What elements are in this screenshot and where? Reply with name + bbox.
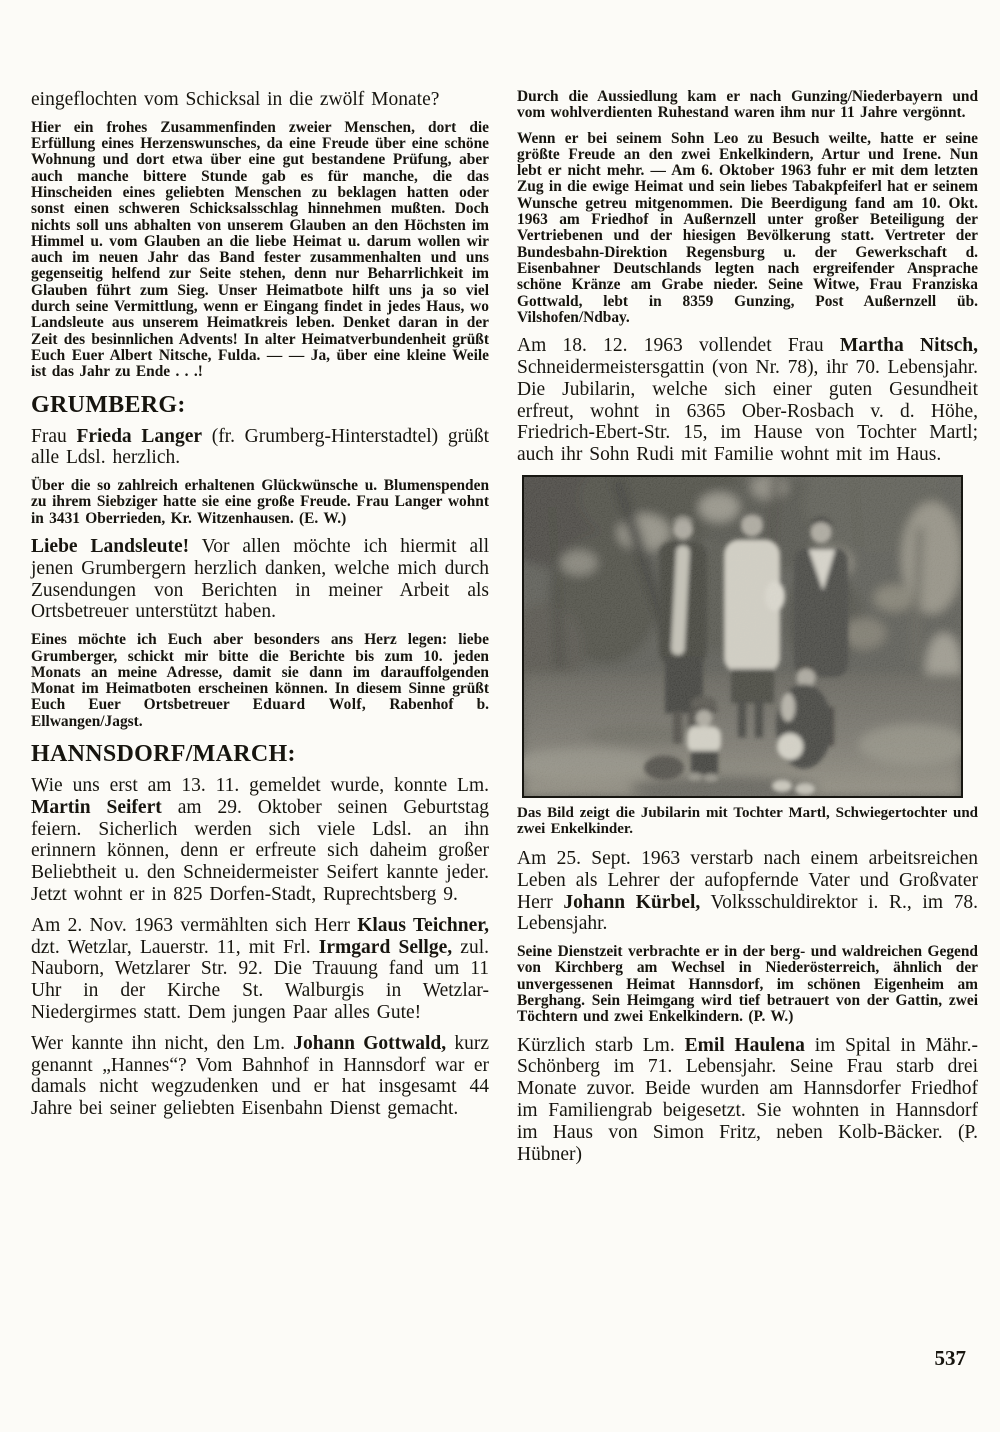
text-run: (fr. Grumberg-Hinterstadtel) grüßt alle Ldsl. herzlich. [31,425,489,469]
text-run: Am 25. Sept. 1963 verstarb nach einem arbeitsreichen Leben als Lehrer der aufopfernde Vater und Großvater Herr [517,847,978,913]
paragraph-martha-nitsch [517,335,978,466]
text-run: Durch die Aussiedlung kam er nach Gunzing/Niederbayern und vom wohlverdienten Ruhestand waren ihm nur 11 Jahre vergönnt. [517,88,978,122]
text-run: im Spital in Mähr.-Schönberg im 71. Lebensjahr. Seine Frau starb drei Monate zuvor. Beide wurden am Hannsdorfer Friedhof im Familiengrab beigesetzt. Sie wohnten in Hannsdorf im Haus von Simon Fritz, neben Kolb-Bäcker. (P. Hübner) [517,1034,978,1165]
text-run: Wie uns erst am 13. 11. gemeldet wurde, konnte Lm. [31,775,489,796]
text-run: Rabenhof b. Ellwangen/Jagst. [31,696,489,730]
bold-text-run: Frieda Langer [76,425,203,447]
paragraph-ortsbetreuer-hinweis [31,632,489,730]
text-run: zul. Nauborn, Wetzlarer Str. 92. Die Trauung fand um 11 Uhr in der Kirche St. Walburgis in Wetzlar-Niedergirmes statt. Dem jungen Paar alles Gute! [31,936,489,1023]
bold-text-run: Emil Haulena [684,1034,805,1056]
text-run: Seine Dienstzeit verbrachte er in der berg- und waldreichen Gegend von Kirchberg am Wechsel in Niederösterreich, ähnlich der unvergessenen Heimat Hannsdorf, im schönen Eigenheim am Berghang. Sein Heimgang wird tief betrauert von der Gattin, zwei Töchtern und zwei Enkelkindern. (P. W.) [517,943,978,1026]
text-run: kurz genannt „Hannes“? Vom Bahnhof in Hannsdorf war er damals nicht wegzudenken und er hat insgesamt 44 Jahre bei seiner geliebten Eisenbahn Dienst gemacht. [31,1032,489,1120]
text-run: Eines möchte ich Euch aber besonders ans Herz legen: liebe Grumberger, schickt mir bitte die Berichte bis zum 10. jeden Monats an meine Adresse, damit sie dann im darauffolgenden Monat im Heimatboten erscheinen können. In diesem Sinne grüßt Euch Euer Ortsbetreuer [31,631,489,714]
paragraph-langer-details [31,478,489,527]
paragraph-johann-gottwald [31,1033,489,1120]
paragraph-liebe-landsleute [31,536,489,623]
text-run: Volksschuldirektor i. R., im 78. Lebensjahr. [517,891,978,935]
page-number: 537 [934,1346,966,1370]
text-run: Am 2. Nov. 1963 vermählten sich Herr [31,914,358,936]
text-run: Am 18. 12. 1963 vollendet Frau [517,335,840,357]
paragraph-aussiedlung [517,89,978,122]
right-column [517,89,978,1174]
paragraph-kuerbel-dienstzeit [517,944,978,1025]
bold-text-run: Liebe Landsleute! [31,536,190,558]
photo-caption: Das Bild zeigt die Jubilarin mit Tochter Martl, Schwiegertochter und zwei Enkelkinder. [517,804,978,838]
bold-text-run: Eduard Wolf, [252,696,367,714]
bold-text-run: Johann Kürbel, [563,891,701,913]
bold-text-run: Martha Nitsch, [839,335,978,357]
text-run: dzt. Wetzlar, Lauerstr. 11, mit Frl. [31,936,319,958]
family-photo-illustration [524,477,961,796]
section-heading-hannsdorf-march: HANNSDORF/MARCH: [31,741,296,767]
bold-text-run: Martin Seifert [31,796,162,818]
bold-text-run: Irmgard Sellge, [318,936,453,958]
paragraph-gottwald-beerdigung [517,131,978,327]
section-heading-grumberg: GRUMBERG: [31,391,186,418]
bold-text-run: Klaus Teichner, [357,914,489,936]
paragraph-new-year-greeting [31,120,489,381]
text-run: Wer kannte ihn nicht, den Lm. [31,1032,294,1054]
text-run: Frau [31,425,77,447]
paragraph-lead-continuation [31,89,489,111]
text-run: Hier ein frohes Zusammenfinden zweier Menschen, dort die Erfüllung eines Herzenswunsches, da eine Freude über eine schöne Wohnung und dort etwa über eine gut bestandene Prüfung, aber auch manche bittere Stunde gab es für manche, die das Hinscheiden eines geliebten Menschen zu beklagen hatten oder sonst einen schweren Schicksalsschlag hinnehmen mußten. Doch nichts soll uns abhalten von unserem Glauben an den Höchsten im Himmel u. vom Glauben an die liebe Heimat u. darum wollen wir auch im neuen Jahr das Band fester zusammenhalten und uns gegenseitig helfend zur Seite stehen, denn nur Beharrlichkeit im Glauben führt zum Sieg. Unser Heimatbote hilft uns ja so viel durch seine Vermittlung, wenn er Eingang findet in jedes Haus, wo Landsleute aus unserem Heimatkreis leben. Denket daran in der Zeit des besinnlichen Advents! In alter Heimatverbundenheit grüßt Euch Euer Albert Nitsche, Fulda. — — Ja, über eine kleine Weile ist das Jahr zu Ende . . .! [31,118,489,381]
left-column [31,89,489,1129]
paragraph-frieda-langer [31,426,489,470]
paragraph-emil-haulena [517,1035,978,1166]
paragraph-martin-seifert [31,775,489,906]
text-run: Über die so zahlreich erhaltenen Glückwünsche u. Blumenspenden zu ihrem Siebziger hatte sie eine große Freude. Frau Langer wohnt in 3431 Oberrieden, Kr. Witzenhausen. (E. W.) [31,477,489,527]
text-run: Schneidermeistersgattin (von Nr. 78), ihr 70. Lebensjahr. Die Jubilarin, welche sich einer guten Gesundheit erfreut, wohnt in 6365 Ober-Rosbach v. d. Höhe, Friedrich-Ebert-Str. 15, im Hause von Tochter Martl; auch ihr Sohn Rudi mit Familie wohnt mit im Haus. [517,356,978,466]
text-run: Kürzlich starb Lm. [517,1034,685,1056]
text-run: Wenn er bei seinem Sohn Leo zu Besuch weilte, hatte er seine größte Freude an den zwei Enkelkindern, Artur und Irene. Nun lebt er nicht mehr. — Am 6. Oktober 1963 fuhr er mit dem letzten Zug in die ewige Heimat und sein liebes Tabakpfeiferl hat er seinem Wunsche getreu mitgenommen. Die Beerdigung fand am 10. Okt. 1963 am Friedhof in Außernzell unter großer Beteiligung der Vertriebenen und der hiesigen Bevölkerung statt. Vertreter der Bundesbahn-Direktion Regensburg u. der Gewerkschaft d. Eisenbahner Deutschlands legten nach ergreifender Ansprache schöne Kränze am Grabe nieder. Seine Witwe, Frau Franziska Gottwald, lebt in 8359 Gunzing, Post Außernzell üb. Vilshofen/Ndbay. [517,129,978,326]
text-run: eingeflochten vom Schicksal in die zwölf Monate? [31,89,440,110]
bold-text-run: Johann Gottwald, [293,1032,447,1054]
paragraph-teichner-sellge-wedding [31,915,489,1024]
text-run: am 29. Oktober seinen Geburtstag feiern. Sicherlich werden sich viele Ldsl. an ihn erinnern können, denn er erfreute sich daheim großer Beliebtheit u. den Schneidermeister Seifert kannte jeder. Jetzt wohnt er in 825 Dorfen-Stadt, Ruprechtsberg 9. [31,796,489,905]
text-run: Vor allen möchte ich hiermit all jenen Grumbergern herzlich danken, welche mich durch Zusendungen von Berichten in meiner Arbeit als Ortsbetreuer unterstützt haben. [31,536,489,623]
family-photo [522,475,963,798]
paragraph-johann-kuerbel [517,848,978,935]
